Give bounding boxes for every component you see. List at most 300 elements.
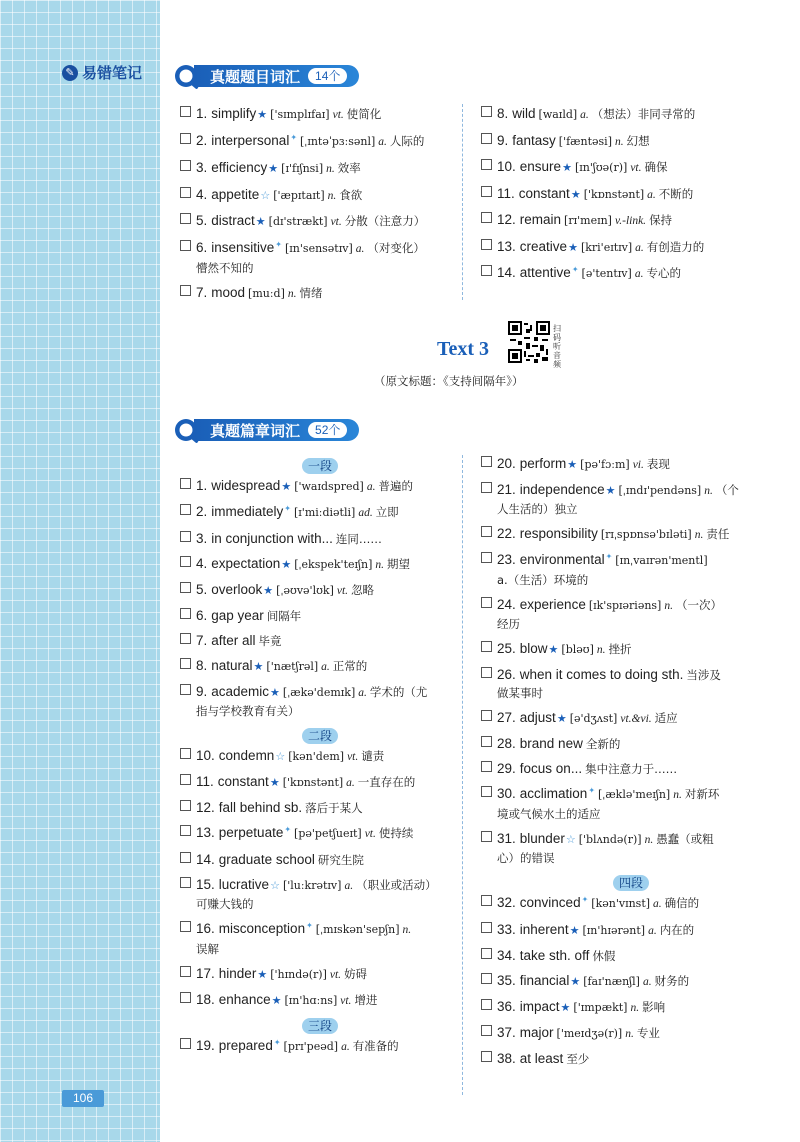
star-icon: ★ <box>271 995 282 1007</box>
checkbox[interactable] <box>180 478 191 489</box>
vocab-item <box>180 657 460 676</box>
checkbox[interactable] <box>481 736 492 747</box>
vocab-item <box>481 481 781 500</box>
definition: 幻想 <box>626 133 650 148</box>
phonetic: [bləʊ] <box>561 643 594 656</box>
vocab-word: interpersonal <box>211 132 290 148</box>
phonetic: [ɪ'fɪʃnsi] <box>281 162 324 175</box>
paragraph-label: 一段 <box>302 458 338 474</box>
checkbox[interactable] <box>481 895 492 906</box>
vocab-number: 38. <box>497 1051 516 1066</box>
checkbox[interactable] <box>180 608 191 619</box>
star-icon: ★ <box>570 976 581 988</box>
section-title: 真题题目词汇 <box>210 67 301 86</box>
vocab-item <box>481 105 781 124</box>
vocab-number: 31. <box>497 831 516 846</box>
vocab-item <box>481 1050 781 1068</box>
checkbox[interactable] <box>481 710 492 721</box>
qr-code-icon[interactable] <box>508 321 550 363</box>
vocab-number: 3. <box>196 531 208 546</box>
brand <box>62 62 142 83</box>
vocab-number: 25. <box>497 641 516 656</box>
half-star-icon: ✦ <box>273 1038 281 1047</box>
section-header-passage <box>172 417 359 443</box>
vocab-item <box>481 1024 781 1043</box>
vocab-word: environmental <box>519 552 605 567</box>
vocab-word: blow <box>519 641 548 656</box>
definition: 增进 <box>354 993 378 1007</box>
vocab-number: 2. <box>196 504 208 519</box>
phonetic: [ɪn'ʃʊə(r)] <box>574 161 628 174</box>
phonetic: [ɪn'sensətɪv] <box>285 241 353 255</box>
vocab-number: 1. <box>196 478 208 493</box>
definition: 一直存在的 <box>357 775 416 789</box>
checkbox[interactable] <box>481 212 492 223</box>
vocab-item <box>481 551 781 571</box>
definition: 落后于某人 <box>305 801 363 815</box>
checkbox[interactable] <box>180 966 191 977</box>
vocab-word: perpetuate <box>218 825 284 840</box>
star-icon: ★ <box>570 188 581 201</box>
vocab-item <box>180 503 460 523</box>
definition: 适应 <box>654 711 678 725</box>
checkbox[interactable] <box>481 265 492 276</box>
definition-continued: 境或气候水土的适应 <box>497 807 601 821</box>
part-of-speech: a. <box>642 976 652 988</box>
definition: 研究生院 <box>317 853 364 867</box>
definition-continued: 做某事时 <box>497 686 543 700</box>
part-of-speech: n. <box>644 834 654 846</box>
vocab-number: 1. <box>196 106 208 121</box>
part-of-speech: n. <box>673 789 682 801</box>
vocab-item <box>180 683 460 702</box>
vocab-number: 33. <box>497 922 516 937</box>
part-of-speech: vt. <box>336 585 349 597</box>
phonetic: ['æpɪtaɪt] <box>273 188 325 202</box>
vocab-number: 9. <box>196 684 208 699</box>
checkbox[interactable] <box>481 641 492 652</box>
definition: 分散（注意力） <box>344 214 426 228</box>
vocab-word: focus on... <box>519 761 583 776</box>
definition: 责任 <box>706 527 730 541</box>
definition: 毕竟 <box>258 634 282 648</box>
half-star-icon: ✦ <box>275 239 282 249</box>
vocab-number: 27. <box>497 710 516 725</box>
phonetic: ['blʌndə(r)] <box>578 833 642 846</box>
vocab-item <box>180 876 460 895</box>
checkbox[interactable] <box>180 633 191 644</box>
vocab-column-left <box>180 105 460 311</box>
checkbox[interactable] <box>180 285 191 296</box>
checkbox[interactable] <box>481 948 492 959</box>
definition-continued: 懵然不知的 <box>196 260 254 275</box>
checkbox[interactable] <box>180 658 191 669</box>
checkbox[interactable] <box>180 582 191 593</box>
phonetic: [ˌɪntəˈpɜːsənl] <box>300 134 376 148</box>
checkbox[interactable] <box>180 106 191 117</box>
star-icon: ★ <box>562 162 572 174</box>
part-of-speech: a. <box>355 242 365 255</box>
vocab-item <box>481 525 781 544</box>
part-of-speech: a. <box>580 109 589 121</box>
phonetic: [ə'tentɪv] <box>581 267 632 280</box>
phonetic: ['waɪdspred] <box>294 480 364 493</box>
vocab-item <box>180 851 460 869</box>
vocab-item <box>180 824 460 844</box>
vocab-word: when it comes to doing sth. <box>519 667 684 682</box>
definition: 情绪 <box>299 286 323 300</box>
checkbox[interactable] <box>180 748 191 759</box>
checkbox[interactable] <box>180 133 191 144</box>
checkbox[interactable] <box>481 456 492 467</box>
checkbox[interactable] <box>481 1051 492 1062</box>
half-star-icon: ✦ <box>605 552 613 561</box>
part-of-speech: n. <box>327 189 337 202</box>
phonetic: [rɪ'meɪn] <box>564 214 612 227</box>
checkbox[interactable] <box>180 684 191 695</box>
half-star-icon: ✦ <box>306 921 313 930</box>
vocab-item <box>180 132 460 152</box>
star-outline-icon: ☆ <box>565 834 576 846</box>
vocab-word: inherent <box>519 922 569 937</box>
part-of-speech: a. <box>378 135 387 148</box>
part-of-speech: n. <box>625 1028 634 1040</box>
checkbox[interactable] <box>481 133 492 144</box>
star-icon: ★ <box>257 969 268 981</box>
vocab-word: acclimation <box>519 786 588 801</box>
vocab-number: 35. <box>497 973 516 988</box>
checkbox[interactable] <box>481 159 492 170</box>
star-outline-icon: ☆ <box>260 189 271 202</box>
vocab-word: major <box>519 1025 554 1040</box>
definition: 谴责 <box>361 749 385 763</box>
checkbox[interactable] <box>481 761 492 772</box>
vocab-word: at least <box>519 1051 564 1066</box>
checkbox[interactable] <box>481 973 492 984</box>
half-star-icon: ✦ <box>290 132 298 142</box>
definition: 至少 <box>566 1052 590 1066</box>
checkbox[interactable] <box>180 800 191 811</box>
definition-continued: 误解 <box>196 942 219 956</box>
definition: 使持续 <box>378 826 414 840</box>
column-divider <box>462 104 463 300</box>
part-of-speech: n. <box>287 288 297 300</box>
definition: 集中注意力于…… <box>585 762 678 776</box>
part-of-speech: n. <box>375 559 385 571</box>
checkbox[interactable] <box>481 922 492 933</box>
vocab-number: 7. <box>196 285 208 300</box>
phonetic: [ˌmɪskən'sepʃn] <box>315 923 400 936</box>
phonetic: [ˌəʊvə'lʊk] <box>276 584 334 597</box>
vocab-number: 34. <box>497 948 516 963</box>
vocab-word: impact <box>519 999 560 1014</box>
vocab-item <box>180 991 460 1010</box>
vocab-column-right <box>481 105 781 292</box>
vocab-word: in conjunction with... <box>211 531 333 546</box>
checkbox[interactable] <box>180 240 191 251</box>
definition: （个 <box>715 483 739 497</box>
star-icon: ★ <box>569 925 580 937</box>
original-title: （原文标题：《支持间隔年》） <box>374 374 524 388</box>
checkbox[interactable] <box>481 786 492 797</box>
vocab-column-right <box>481 455 781 1075</box>
vocab-word: hinder <box>218 966 257 981</box>
definition: 对新环 <box>684 787 720 801</box>
phonetic: [ɪnˌvaɪrən'mentl] <box>615 554 708 567</box>
vocab-word: misconception <box>218 921 306 936</box>
definition: 人际的 <box>389 133 425 148</box>
vocab-item <box>481 455 781 474</box>
checkbox[interactable] <box>180 556 191 567</box>
phonetic: ['kɒnstənt] <box>583 187 645 201</box>
section-title: 真题篇章词汇 <box>210 421 301 440</box>
checkbox[interactable] <box>180 213 191 224</box>
vocab-number: 21. <box>497 482 516 497</box>
definition: 普遍的 <box>378 479 413 493</box>
vocab-number: 36. <box>497 999 516 1014</box>
star-icon: ★ <box>281 559 292 571</box>
vocab-number: 5. <box>196 213 208 228</box>
checkbox[interactable] <box>481 482 492 493</box>
vocab-number: 14. <box>497 265 516 280</box>
vocab-item <box>180 607 460 625</box>
phonetic: ['nætʃrəl] <box>266 660 319 673</box>
vocab-item <box>481 830 781 849</box>
phonetic: [ˌæklə'meɪʃn] <box>598 788 671 801</box>
part-of-speech: a. <box>346 777 355 789</box>
part-of-speech: vt. <box>332 109 344 121</box>
vocab-word: creative <box>519 238 568 254</box>
vocab-word: overlook <box>211 582 263 597</box>
part-of-speech: n. <box>402 924 412 936</box>
vocab-item <box>180 159 460 178</box>
checkbox[interactable] <box>481 831 492 842</box>
vocab-number: 17. <box>196 966 215 981</box>
checkbox[interactable] <box>481 106 492 117</box>
vocab-item <box>481 264 781 284</box>
vocab-item <box>481 972 781 991</box>
text-title: Text 3 <box>437 338 490 360</box>
vocab-word: gap year <box>211 608 264 623</box>
checkbox[interactable] <box>481 239 492 250</box>
vocab-item <box>180 747 460 766</box>
part-of-speech: n. <box>630 1002 640 1014</box>
section-header-questions <box>172 63 359 89</box>
checkbox[interactable] <box>180 992 191 1003</box>
part-of-speech: vi. <box>632 459 644 471</box>
part-of-speech: vt. <box>340 995 352 1007</box>
phonetic: [kri'eɪtɪv] <box>580 240 633 254</box>
vocab-item <box>481 785 781 805</box>
phonetic: [waɪld] <box>538 108 578 121</box>
vocab-number: 10. <box>497 159 516 174</box>
vocab-word: ensure <box>519 159 562 174</box>
vocab-word: blunder <box>519 831 565 846</box>
vocab-word: expectation <box>211 556 281 571</box>
checkbox[interactable] <box>180 877 191 888</box>
phonetic: ['luːkrətɪv] <box>282 879 342 892</box>
vocab-number: 8. <box>497 106 509 121</box>
vocab-item <box>180 1037 460 1057</box>
phonetic: [ˌækə'demɪk] <box>282 686 356 699</box>
vocab-word: condemn <box>218 748 275 763</box>
checkbox[interactable] <box>180 187 191 198</box>
star-icon: ★ <box>263 585 274 597</box>
vocab-number: 12. <box>497 212 516 227</box>
definition-continued: 人生活的）独立 <box>497 502 578 516</box>
phonetic: [rɪˌspɒnsə'bɪləti] <box>600 528 692 541</box>
vocab-item <box>180 284 460 303</box>
vocab-number: 9. <box>497 132 509 148</box>
definition: 食欲 <box>339 187 363 202</box>
vocab-word: mood <box>211 285 246 300</box>
vocab-number: 13. <box>196 825 215 840</box>
star-icon: ★ <box>257 109 268 121</box>
definition: 不断的 <box>658 186 694 201</box>
definition: 影响 <box>642 1000 666 1014</box>
vocab-number: 6. <box>196 239 208 255</box>
page-number: 106 <box>62 1090 104 1107</box>
checkbox[interactable] <box>180 852 191 863</box>
vocab-word: academic <box>211 684 270 699</box>
star-icon: ★ <box>270 687 280 699</box>
vocab-column-left <box>180 457 460 1064</box>
vocab-item <box>481 158 781 177</box>
vocab-item <box>180 581 460 600</box>
star-icon: ★ <box>269 777 280 789</box>
phonetic: ['sɪmplɪfaɪ] <box>270 108 330 121</box>
checkbox[interactable] <box>481 999 492 1010</box>
vocab-item <box>481 185 781 204</box>
phonetic: [dɪ'strækt] <box>268 215 328 228</box>
definition: 有创造力的 <box>646 239 705 254</box>
vocab-number: 11. <box>196 774 214 789</box>
section-bar <box>194 65 359 87</box>
vocab-word: constant <box>217 774 269 789</box>
phonetic: ['kɒnstənt] <box>282 776 344 789</box>
vocab-number: 30. <box>497 786 516 801</box>
vocab-item <box>180 186 460 205</box>
vocab-word: simplify <box>211 106 257 121</box>
checkbox[interactable] <box>180 774 191 785</box>
checkbox[interactable] <box>481 186 492 197</box>
vocab-item <box>180 555 460 574</box>
vocab-number: 37. <box>497 1025 516 1040</box>
part-of-speech: a. <box>341 1041 350 1053</box>
definition: （想法）非同寻常的 <box>591 107 696 121</box>
checkbox[interactable] <box>481 552 492 563</box>
paragraph-label: 四段 <box>613 875 649 891</box>
vocab-number: 28. <box>497 736 516 751</box>
checkbox[interactable] <box>180 921 191 932</box>
vocab-number: 3. <box>196 160 208 175</box>
vocab-item <box>481 238 781 257</box>
vocab-word: after all <box>211 633 256 648</box>
phonetic: [kən'dem] <box>288 750 345 763</box>
vocab-item <box>180 105 460 124</box>
part-of-speech: a. <box>653 898 662 910</box>
vocab-number: 32. <box>497 895 516 910</box>
part-of-speech: a. <box>344 880 354 892</box>
checkbox[interactable] <box>180 825 191 836</box>
vocab-number: 14. <box>196 852 215 867</box>
magnifier-icon <box>172 417 206 443</box>
definition: 挫折 <box>608 642 632 656</box>
vocab-word: wild <box>512 106 536 121</box>
vocab-item <box>180 477 460 496</box>
section-count: 52个 <box>308 422 347 438</box>
vocab-item <box>481 760 781 778</box>
vocab-word: efficiency <box>211 160 268 175</box>
phonetic: ['meɪdʒə(r)] <box>556 1027 623 1040</box>
vocab-item <box>180 212 460 231</box>
vocab-word: remain <box>519 212 562 227</box>
checkbox[interactable] <box>180 531 191 542</box>
vocab-number: 13. <box>497 238 516 254</box>
definition: 正常的 <box>332 659 368 673</box>
star-icon: ★ <box>560 1002 571 1014</box>
checkbox[interactable] <box>481 1025 492 1036</box>
checkbox[interactable] <box>180 1038 191 1049</box>
vocab-number: 18. <box>196 992 215 1007</box>
checkbox[interactable] <box>481 597 492 608</box>
vocab-item <box>180 920 460 940</box>
vocab-number: 23. <box>497 552 516 567</box>
half-star-icon: ✦ <box>588 786 596 795</box>
part-of-speech: vt. <box>330 216 342 228</box>
part-of-speech: a. <box>634 268 644 280</box>
definition: 确保 <box>644 160 668 174</box>
vocab-number: 19. <box>196 1038 215 1053</box>
vocab-number: 29. <box>497 761 516 776</box>
phonetic: [pə'fɔːm] <box>580 458 630 471</box>
vocab-word: lucrative <box>218 877 270 892</box>
vocab-number: 5. <box>196 582 208 597</box>
vocab-word: widespread <box>211 478 281 493</box>
star-icon: ★ <box>253 661 264 673</box>
part-of-speech: a. <box>635 241 644 254</box>
phonetic: ['fæntəsi] <box>558 134 612 148</box>
vocab-number: 11. <box>497 185 515 201</box>
vocab-item <box>481 998 781 1017</box>
phonetic: [kən'vɪnst] <box>591 897 651 910</box>
vocab-item <box>481 640 781 659</box>
definition-continued: 经历 <box>497 617 520 631</box>
definition: 愚蠢（或粗 <box>656 832 714 846</box>
part-of-speech: v.-link. <box>614 215 647 227</box>
definition-continued: 可赚大钱的 <box>196 897 254 911</box>
checkbox[interactable] <box>180 160 191 171</box>
paragraph-label: 三段 <box>302 1018 338 1034</box>
checkbox[interactable] <box>481 667 492 678</box>
part-of-speech: n. <box>615 135 624 148</box>
definition: 休假 <box>592 949 616 963</box>
definition: （职业或活动） <box>356 878 437 892</box>
vocab-number: 24. <box>497 597 516 612</box>
vocab-word: constant <box>518 185 570 201</box>
section-count: 14个 <box>308 68 347 84</box>
part-of-speech: vt. <box>329 969 342 981</box>
vocab-item <box>481 132 781 151</box>
checkbox[interactable] <box>180 504 191 515</box>
part-of-speech: vt. <box>630 162 642 174</box>
phonetic: ['hɪndə(r)] <box>270 968 327 981</box>
checkbox[interactable] <box>481 526 492 537</box>
vocab-item <box>481 211 781 230</box>
vocab-number: 2. <box>196 132 208 148</box>
phonetic: [ə'dʒʌst] <box>569 712 618 725</box>
part-of-speech: a. <box>321 661 330 673</box>
